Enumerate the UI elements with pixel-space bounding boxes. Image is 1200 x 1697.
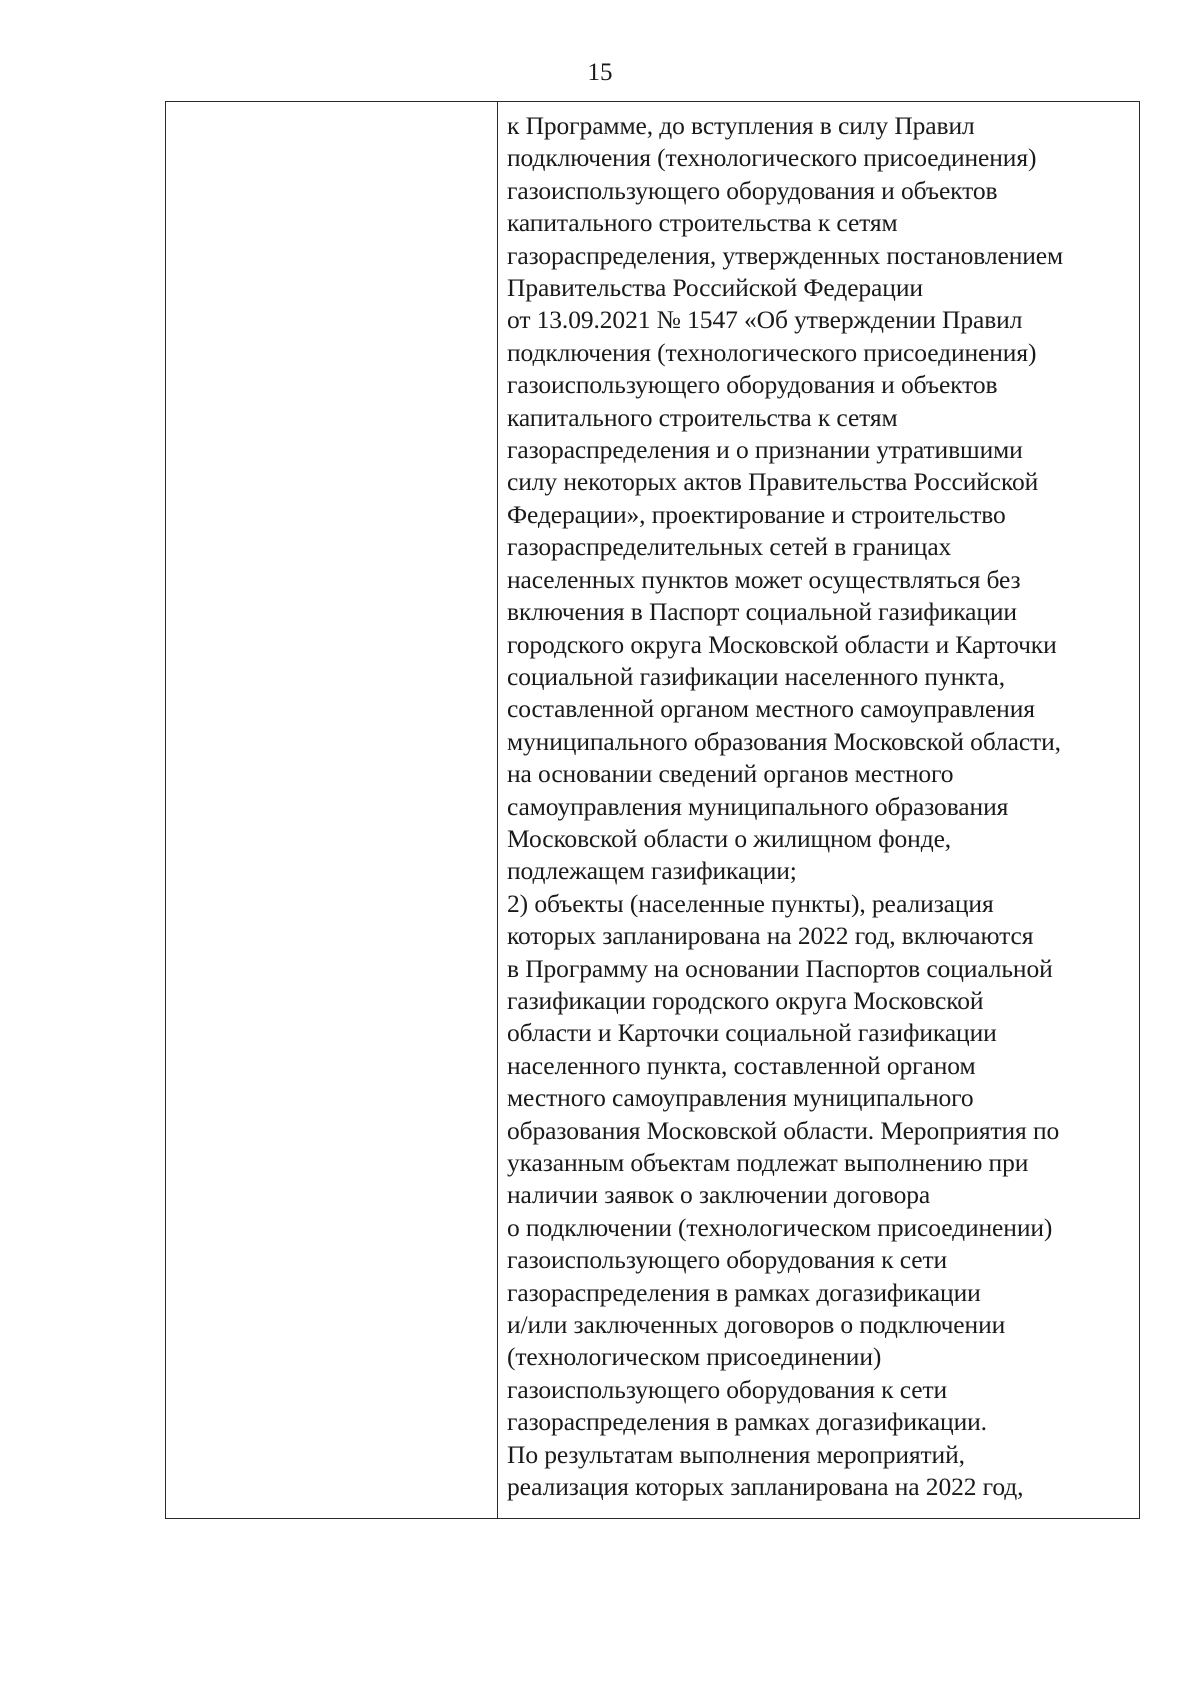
text-line: к Программе, до вступления в силу Правил	[507, 111, 975, 140]
text-line: наличии заявок о заключении договора	[507, 1180, 931, 1210]
text-line: области и Карточки социальной газификации	[507, 1018, 997, 1048]
text-line: муниципального образования Московской области,	[507, 726, 1061, 756]
text-line: о подключении (технологическом присоединении)	[507, 1212, 1053, 1242]
text-line: включения в Паспорт социальной газификации	[507, 597, 1017, 627]
text-line: местного самоуправления муниципального	[507, 1083, 974, 1113]
text-line: газораспределительных сетей в границах	[507, 532, 952, 562]
text-line: газораспределения, утвержденных постановлением	[507, 240, 1064, 270]
text-line: которых запланирована на 2022 год, включаются	[507, 921, 1034, 951]
text-line: подключения (технологического присоединения)	[507, 337, 1037, 367]
document-table	[165, 101, 1140, 1519]
text-line: образования Московской области. Мероприятия по	[507, 1115, 1060, 1145]
text-line: газоиспользующего оборудования и объектов	[507, 370, 998, 400]
text-line: населенных пунктов может осуществляться без	[507, 564, 1021, 594]
text-line: реализация которых запланирована на 2022 год,	[507, 1472, 1024, 1502]
text-line: и/или заключенных договоров о подключении	[507, 1310, 1006, 1340]
text-line: силу некоторых актов Правительства Российской	[507, 467, 1039, 497]
text-line: Федерации», проектирование и строительство	[507, 499, 1006, 529]
text-line: капитального строительства к сетям	[507, 208, 898, 238]
text-line: газификации городского округа Московской	[507, 985, 984, 1015]
text-line: указанным объектам подлежат выполнению при	[507, 1148, 1029, 1177]
text-line: газоиспользующего оборудования к сети	[507, 1245, 948, 1275]
text-line: самоуправления муниципального образования	[507, 791, 1009, 821]
text-line: подключения (технологического присоединения)	[507, 143, 1037, 173]
text-line: подлежащем газификации;	[507, 856, 797, 886]
text-line: Московской области о жилищном фонде,	[507, 823, 952, 853]
table-right-cell	[498, 102, 1139, 1518]
text-line: (технологическом присоединении)	[507, 1342, 882, 1372]
text-line: городского округа Московской области и Карточки	[507, 629, 1057, 659]
text-line: газоиспользующего оборудования к сети	[507, 1374, 948, 1404]
table-left-cell	[166, 102, 498, 1518]
text-line: на основании сведений органов местного	[507, 759, 954, 789]
text-line: социальной газификации населенного пункта,	[507, 661, 1005, 691]
text-line: газораспределения и о признании утратившими	[507, 435, 1023, 465]
page-number: 15	[587, 59, 613, 86]
text-line: Правительства Российской Федерации	[507, 273, 923, 303]
text-line: газораспределения в рамках догазификации.	[507, 1407, 987, 1437]
text-line: газораспределения в рамках догазификации	[507, 1277, 981, 1307]
text-line: в Программу на основании Паспортов социальной	[507, 953, 1053, 983]
text-line: составленной органом местного самоуправления	[507, 694, 1035, 724]
text-line: от 13.09.2021 № 1547 «Об утверждении Правил	[507, 305, 1023, 335]
text-line: 2) объекты (населенные пункты), реализация	[507, 888, 994, 918]
text-line: По результатам выполнения мероприятий,	[507, 1439, 965, 1469]
text-line: населенного пункта, составленной органом	[507, 1050, 976, 1080]
text-line: капитального строительства к сетям	[507, 402, 898, 432]
text-line: газоиспользующего оборудования и объектов	[507, 175, 998, 205]
